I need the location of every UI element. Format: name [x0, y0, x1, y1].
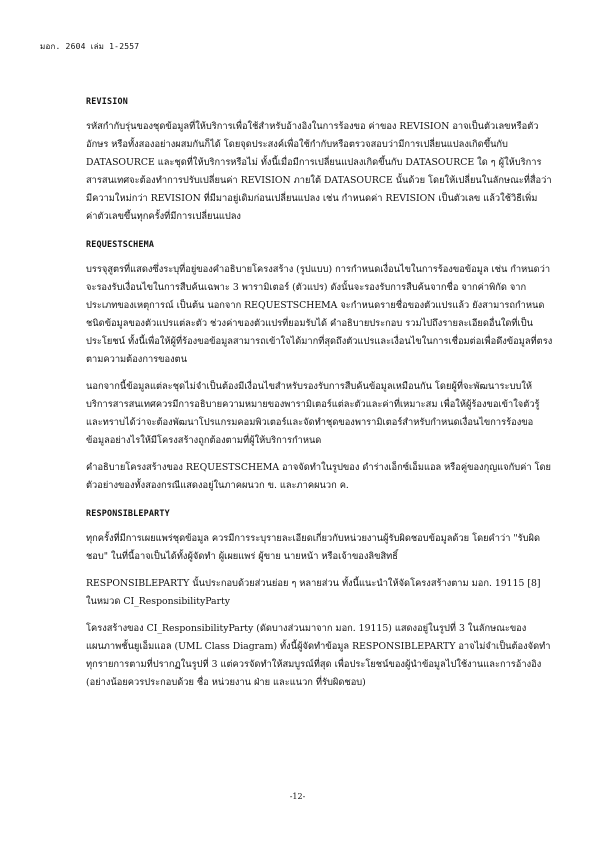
- section-title: REVISION: [86, 96, 128, 106]
- section-title: REQUESTSCHEMA: [86, 239, 155, 249]
- paragraph: รหัสกำกับรุ่นของชุดข้อมูลที่ให้บริการเพื่อใช้สำหรับอ้างอิงในการร้องขอ ค่าของ REVISION อาจเป็นตัวเลขหรือตัวอักษร หรือทั้งสองอย่างผสมกันก็ได้ โดยจุดประสงค์เพื่อใช้กำกับหรือตรวจสอบว่ามีการเปลี่ยนแปลงเกิดขึ้นกับ DATASOURCE และชุดที่ให้บริการหรือไม่ ทั้งนี้เมื่อมีการเปลี่ยนแปลงเกิดขึ้นกับ DATASOURCE ใด ๆ ผู้ให้บริการสารสนเทศจะต้องทำการปรับเปลี่ยนค่า REVISION ภายใต้ DATASOURCE นั้นด้วย โดยให้เปลี่ยนในลักษณะที่สื่อว่ามีความใหม่กว่า REVISION ที่มีมาอยู่เดิมก่อนเปลี่ยนแปลง เช่น กำหนดค่า REVISION เป็นตัวเลข แล้วใช้วิธีเพิ่มค่าตัวเลขขึ้นทุกครั้งที่มีการเปลี่ยนแปลง: [86, 121, 552, 222]
- paragraph: บรรจุสูตรที่แสดงซึ่งระบุที่อยู่ของคำอธิบายโครงสร้าง (รูปแบบ) การกำหนดเงื่อนไขในการร้องขอข้อมูล เช่น กำหนดว่าจะรองรับเงื่อนไขในการสืบค้นเฉพาะ 3 พารามิเตอร์ (ตัวแปร) ดังนั้นจะรองรับการสืบค้นจากชื่อ จากค่าพิกัด จากประเภทของเหตุการณ์ เป็นต้น นอกจาก REQUESTSCHEMA จะกำหนดรายชื่อของตัวแปรแล้ว ยังสามารถกำหนดชนิดข้อมูลของตัวแปรแต่ละตัว ช่วงค่าของตัวแปรที่ยอมรับได้ คำอธิบายประกอบ รวมไปถึงรายละเอียดอื่นใดที่เป็นประโยชน์ ทั้งนี้เพื่อให้ผู้ที่ร้องขอข้อมูลสามารถเข้าใจได้มากที่สุดถึงตัวแปรและเงื่อนไขในการเชื่อมต่อเพื่อดึงข้อมูลที่ตรงตามความต้องการของตน: [86, 264, 553, 365]
- section-revision: [86, 92, 554, 226]
- paragraph: คำอธิบายโครงสร้างของ REQUESTSCHEMA อาจจัดทำในรูปของ ดำร่างเอ็กซ์เอ็มแอล หรือคู่ของกุญแจกับค่า โดยตัวอย่างของทั้งสองกรณีแสดงอยู่ในภาคผนวก ข. และภาคผนวก ค.: [86, 462, 551, 491]
- section-requestschema: [86, 235, 554, 495]
- section-responsibleparty: [86, 504, 554, 692]
- paragraph: นอกจากนี้ข้อมูลแต่ละชุดไม่จำเป็นต้องมีเงื่อนไขสำหรับรองรับการสืบค้นข้อมูลเหมือนกัน โดยผู้ที่จะพัฒนาระบบให้บริการสารสนเทศควรมีการอธิบายความหมายของพารามิเตอร์แต่ละตัวและค่าที่เหมาะสม เพื่อให้ผู้ร้องขอเข้าใจตัวรู้และทราบได้ว่าจะต้องพัฒนาโปรแกรมคอมพิวเตอร์และจัดทำชุดของพารามิเตอร์สำหรับกำหนดเงื่อนไขการร้องขอข้อมูลอย่างไรให้มีโครงสร้างถูกต้องตามที่ผู้ให้บริการกำหนด: [86, 381, 540, 446]
- section-title: RESPONSIBLEPARTY: [86, 508, 170, 518]
- document-body: [86, 92, 554, 701]
- standard-header: มอก. 2604 เล่ม 1-2557: [40, 42, 140, 51]
- paragraph: ทุกครั้งที่มีการเผยแพร่ชุดข้อมูล ควรมีการระบุรายละเอียดเกี่ยวกับหน่วยงานผู้รับผิดชอบข้อมูลด้วย โดยคำว่า "รับผิดชอบ" ในที่นี้อาจเป็นได้ทั้งผู้จัดทำ ผู้เผยแพร่ ผู้ขาย นายหน้า หรือเจ้าของลิขสิทธิ์: [86, 533, 541, 562]
- paragraph: RESPONSIBLEPARTY นั้นประกอบด้วยส่วนย่อย ๆ หลายส่วน ทั้งนี้แนะนำให้จัดโครงสร้างตาม มอก. 19115 [8] ในหมวด CI_ResponsibilityParty: [86, 578, 541, 607]
- paragraph: โครงสร้างของ CI_ResponsibilityParty (ดัดบางส่วนมาจาก มอก. 19115) แสดงอยู่ในรูปที่ 3 ในลักษณะของแผนภาพชั้นยูเอ็มแอล (UML Class Diagram) ทั้งนี้ผู้จัดทำข้อมูล RESPONSIBLEPARTY อาจไม่จำเป็นต้องจัดทำทุกรายการตามที่ปรากฏในรูปที่ 3 แต่ควรจัดทำให้สมบูรณ์ที่สุด เพื่อประโยชน์ของผู้นำข้อมูลไปใช้งานและการอ้างอิง (อย่างน้อยควรประกอบด้วย ชื่อ หน่วยงาน ฝ่าย และแนวก ที่รับผิดชอบ): [86, 623, 551, 688]
- page-number: -12-: [289, 792, 306, 801]
